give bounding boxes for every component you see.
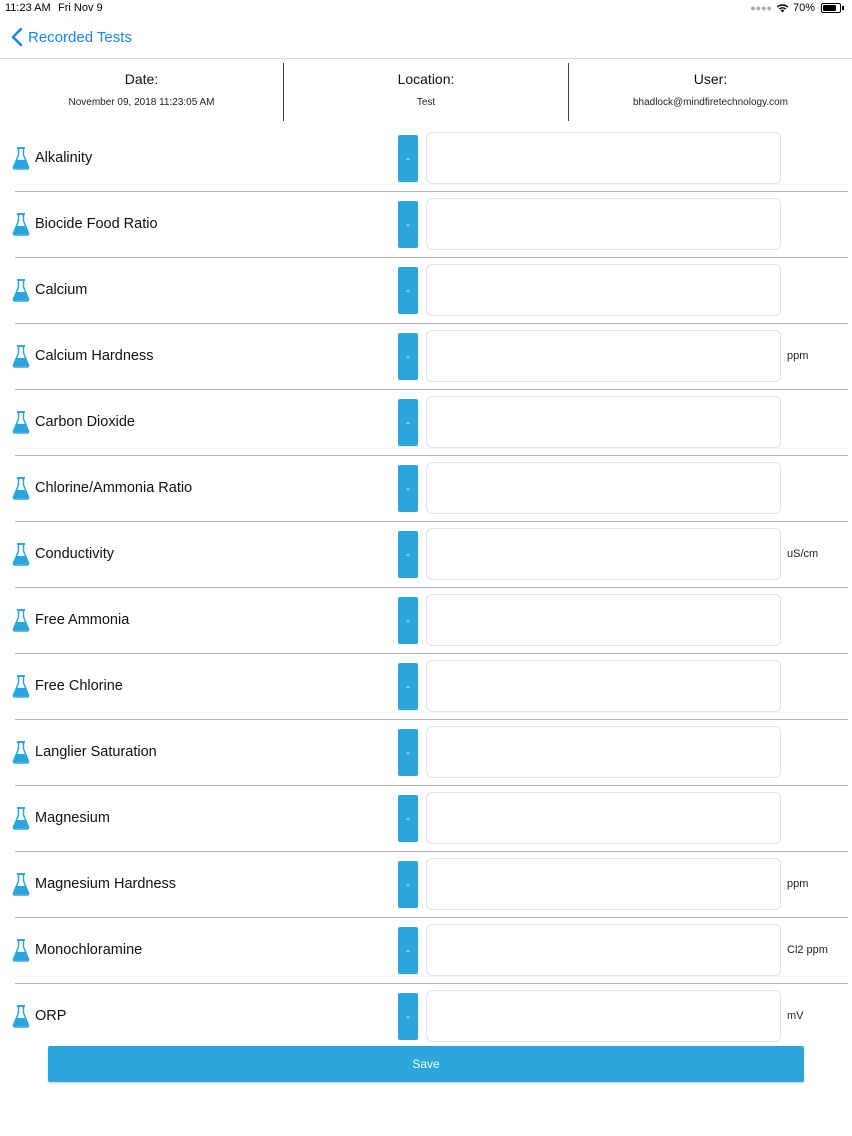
test-row [15,654,848,720]
test-name: Free Ammonia [35,612,130,628]
decrement-button[interactable]: - [398,465,418,512]
user-column [569,59,852,123]
flask-icon [12,608,30,632]
decrement-button[interactable]: - [398,135,418,182]
save-button[interactable]: Save [48,1046,804,1082]
test-row [15,324,848,390]
flask-icon [12,542,30,566]
test-name: Magnesium [35,810,110,826]
test-value-input[interactable] [426,858,781,910]
decrement-button[interactable]: - [398,993,418,1040]
test-name: Biocide Food Ratio [35,216,158,232]
test-row [15,522,848,588]
test-row [15,588,848,654]
test-name: ORP [35,1008,67,1024]
test-name: Chlorine/Ammonia Ratio [35,480,193,496]
decrement-button[interactable]: - [398,927,418,974]
location-label: Location: [397,71,455,87]
battery-fill [823,5,836,11]
test-row [15,258,848,324]
test-value-input[interactable] [426,990,781,1042]
flask-icon [12,344,30,368]
battery-tip [842,6,844,10]
test-row [15,984,848,1050]
date-value: November 09, 2018 11:23:05 AM [68,97,215,108]
test-row [15,918,848,984]
decrement-button[interactable]: - [398,399,418,446]
decrement-button[interactable]: - [398,663,418,710]
flask-icon [12,1004,30,1028]
test-name: Langlier Saturation [35,744,157,760]
flask-icon [12,740,30,764]
user-value: bhadlock@mindfiretechnology.com [632,97,789,108]
test-row [15,456,848,522]
decrement-button[interactable]: - [398,333,418,380]
test-value-input[interactable] [426,924,781,976]
battery-percent: 70% [792,2,815,14]
decrement-button[interactable]: - [398,795,418,842]
decrement-button[interactable]: - [398,201,418,248]
test-value-input[interactable] [426,198,781,250]
test-value-input[interactable] [426,330,781,382]
decrement-button[interactable]: - [398,861,418,908]
flask-icon [12,410,30,434]
test-row [15,852,848,918]
location-value: Test [416,97,436,108]
test-info-header [0,59,852,123]
test-row [15,390,848,456]
battery-icon [821,3,841,13]
location-column [284,59,568,123]
unit-label: ppm [787,350,809,362]
status-time: 11:23 AM [5,2,51,14]
test-value-input[interactable] [426,462,781,514]
test-name: Calcium Hardness [35,348,154,364]
decrement-button[interactable]: - [398,597,418,644]
test-name: Conductivity [35,546,114,562]
test-row [15,192,848,258]
decrement-button[interactable]: - [398,267,418,314]
test-name: Alkalinity [35,150,93,166]
flask-icon [12,674,30,698]
wifi-icon [776,3,789,13]
signal-icon: ●●●● [750,3,772,13]
date-label: Date: [124,71,159,87]
unit-label: uS/cm [787,548,819,560]
test-value-input[interactable] [426,792,781,844]
status-bar [0,0,852,17]
unit-label: Cl2 ppm [787,944,828,956]
flask-icon [12,476,30,500]
test-name: Calcium [35,282,88,298]
test-value-input[interactable] [426,264,781,316]
decrement-button[interactable]: - [398,531,418,578]
status-date: Fri Nov 9 [58,2,103,14]
flask-icon [12,146,30,170]
test-row [15,126,848,192]
decrement-button[interactable]: - [398,729,418,776]
navigation-bar [0,17,852,59]
date-column [0,59,283,123]
test-row [15,720,848,786]
unit-label: mV [787,1010,804,1022]
back-button-label: Recorded Tests [28,28,132,46]
test-value-input[interactable] [426,660,781,712]
test-name: Free Chlorine [35,678,123,694]
test-row [15,786,848,852]
test-value-input[interactable] [426,726,781,778]
flask-icon [12,938,30,962]
test-value-input[interactable] [426,594,781,646]
user-label: User: [693,71,728,87]
test-name: Monochloramine [35,942,143,958]
test-value-input[interactable] [426,528,781,580]
flask-icon [12,278,30,302]
test-value-input[interactable] [426,396,781,448]
test-name: Magnesium Hardness [35,876,177,892]
back-button[interactable] [10,27,132,47]
test-name: Carbon Dioxide [35,414,135,430]
status-indicators [750,2,844,14]
flask-icon [12,212,30,236]
unit-label: ppm [787,878,809,890]
flask-icon [12,872,30,896]
chevron-left-icon [10,27,26,47]
test-value-input[interactable] [426,132,781,184]
flask-icon [12,806,30,830]
test-list [0,126,852,1050]
